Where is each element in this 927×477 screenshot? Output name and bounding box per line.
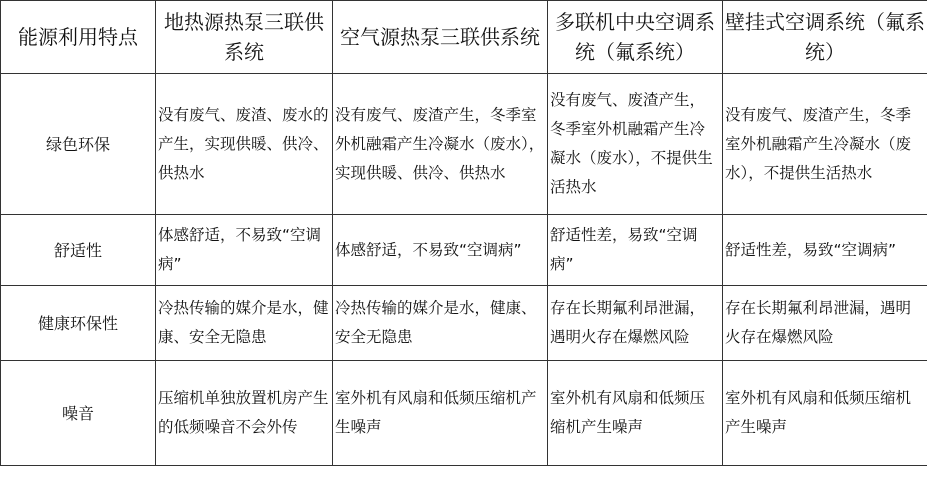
header-vrf-central-ac: 多联机中央空调系统（氟系统） — [548, 1, 723, 74]
header-air-source-heat-pump: 空气源热泵三联供系统 — [333, 1, 548, 74]
row-label: 舒适性 — [1, 215, 156, 286]
table-cell: 压缩机单独放置机房产生的低频噪音不会外传 — [156, 361, 333, 466]
table-cell: 存在长期氟利昂泄漏，遇明火存在爆燃风险 — [723, 286, 927, 361]
table-cell: 存在长期氟利昂泄漏，遇明火存在爆燃风险 — [548, 286, 723, 361]
table-cell: 舒适性差，易致“空调病” — [723, 215, 927, 286]
row-label: 绿色环保 — [1, 74, 156, 215]
table-cell: 冷热传输的媒介是水，健康、安全无隐患 — [156, 286, 333, 361]
row-label: 噪音 — [1, 361, 156, 466]
header-geothermal-heat-pump: 地热源热泵三联供系统 — [156, 1, 333, 74]
table-cell: 没有废气、废渣产生，冬季室外机融霜产生冷凝水（废水），实现供暖、供冷、供热水 — [333, 74, 548, 215]
table-cell: 舒适性差，易致“空调病” — [548, 215, 723, 286]
header-row — [1, 1, 927, 74]
table-cell: 没有废气、废渣产生，冬季室外机融霜产生冷凝水（废水），不提供生活热水 — [723, 74, 927, 215]
table-cell: 体感舒适，不易致“空调病” — [333, 215, 548, 286]
row-label: 健康环保性 — [1, 286, 156, 361]
header-feature: 能源利用特点 — [1, 1, 156, 74]
table-cell: 室外机有风扇和低频压缩机产生噪声 — [723, 361, 927, 466]
table-row — [1, 215, 927, 286]
header-wall-mounted-ac: 壁挂式空调系统（氟系统） — [723, 1, 927, 74]
table-cell: 体感舒适，不易致“空调病” — [156, 215, 333, 286]
table-cell: 没有废气、废渣、废水的产生，实现供暖、供冷、供热水 — [156, 74, 333, 215]
table-row — [1, 361, 927, 466]
table-row — [1, 286, 927, 361]
table-cell: 没有废气、废渣产生，冬季室外机融霜产生冷凝水（废水），不提供生活热水 — [548, 74, 723, 215]
table-cell: 冷热传输的媒介是水，健康、安全无隐患 — [333, 286, 548, 361]
table-cell: 室外机有风扇和低频压缩机产生噪声 — [548, 361, 723, 466]
table-row — [1, 74, 927, 215]
table-cell: 室外机有风扇和低频压缩机产生噪声 — [333, 361, 548, 466]
